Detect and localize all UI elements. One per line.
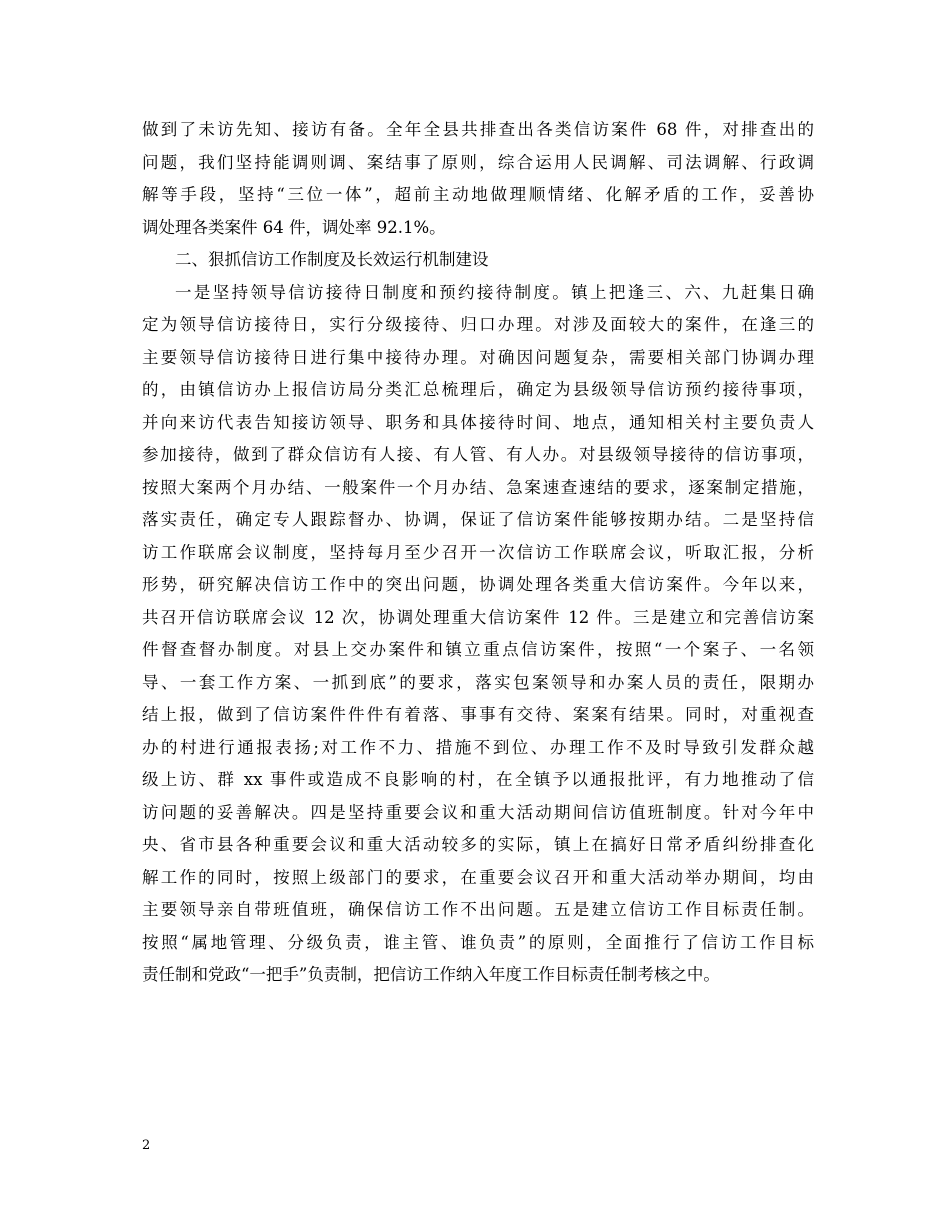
text-line: 导、一套工作方案、一抓到底”的要求，落实包案领导和办案人员的责任，限期办 (142, 672, 814, 692)
text-line: 形势，研究解决信访工作中的突出问题，协调处理各类重大信访案件。今年以来， (142, 575, 814, 594)
text-line: 解工作的同时，按照上级部门的要求，在重要会议召开和重大活动举办期间，均由 (142, 867, 814, 887)
text-line: 级上访、群 xx 事件或造成不良影响的村，在全镇予以通报批评，有力地推动了信 (142, 770, 814, 789)
text-line: 责任制和党政“一把手”负责制，把信访工作纳入年度工作目标责任制考核之中。 (142, 965, 720, 984)
text-line: 按照大案两个月办结、一般案件一个月办结、急案速查速结的要求，逐案制定措施， (142, 477, 814, 497)
text-line: 主要领导亲自带班值班，确保信访工作不出问题。五是建立信访工作目标责任制。 (142, 900, 814, 919)
text-line: 问题，我们坚持能调则调、案结事了原则，综合运用人民调解、司法调解、行政调 (142, 152, 814, 172)
text-line: 访工作联席会议制度，坚持每月至少召开一次信访工作联席会议，听取汇报，分析 (142, 542, 814, 562)
text-line: 调处理各类案件 64 件，调处率 92.1%。 (142, 217, 446, 237)
text-line: 按照“属地管理、分级负责，谁主管、谁负责”的原则，全面推行了信访工作目标 (142, 932, 814, 952)
text-line: 的，由镇信访办上报信访局分类汇总梳理后，确定为县级领导信访预约接待事项， (142, 380, 814, 399)
text-line: 一是坚持领导信访接待日制度和预约接待制度。镇上把逢三、六、九赶集日确 (175, 282, 814, 302)
text-line: 央、省市县各种重要会议和重大活动较多的实际，镇上在搞好日常矛盾纠纷排查化 (142, 835, 814, 854)
text-line: 访问题的妥善解决。四是坚持重要会议和重大活动期间信访值班制度。针对今年中 (142, 802, 814, 822)
text-line: 共召开信访联席会议 12 次，协调处理重大信访案件 12 件。三是建立和完善信访案 (142, 607, 814, 627)
text-line: 主要领导信访接待日进行集中接待办理。对确因问题复杂，需要相关部门协调办理 (142, 347, 814, 367)
text-line: 做到了未访先知、接访有备。全年全县共排查出各类信访案件 68 件，对排查出的 (142, 120, 814, 139)
text-line: 办的村进行通报表扬;对工作不力、措施不到位、办理工作不及时导致引发群众越 (142, 737, 814, 757)
page-number: 2 (142, 1138, 151, 1153)
text-line: 件督查督办制度。对县上交办案件和镇立重点信访案件，按照“一个案子、一名领 (142, 640, 814, 659)
body-text (142, 114, 814, 992)
text-line: 定为领导信访接待日，实行分级接待、归口办理。对涉及面较大的案件，在逢三的 (142, 315, 814, 334)
text-line: 落实责任，确定专人跟踪督办、协调，保证了信访案件能够按期办结。二是坚持信 (142, 510, 814, 529)
text-line: 参加接待，做到了群众信访有人接、有人管、有人办。对县级领导接待的信访事项， (142, 445, 814, 464)
text-line: 二、狠抓信访工作制度及长效运行机制建设 (175, 250, 489, 269)
text-line: 结上报，做到了信访案件件件有着落、事事有交待、案案有结果。同时，对重视查 (142, 705, 814, 724)
text-line: 解等手段，坚持“三位一体”，超前主动地做理顺情绪、化解矛盾的工作，妥善协 (142, 185, 814, 204)
text-line: 并向来访代表告知接访领导、职务和具体接待时间、地点，通知相关村主要负责人 (142, 412, 814, 432)
